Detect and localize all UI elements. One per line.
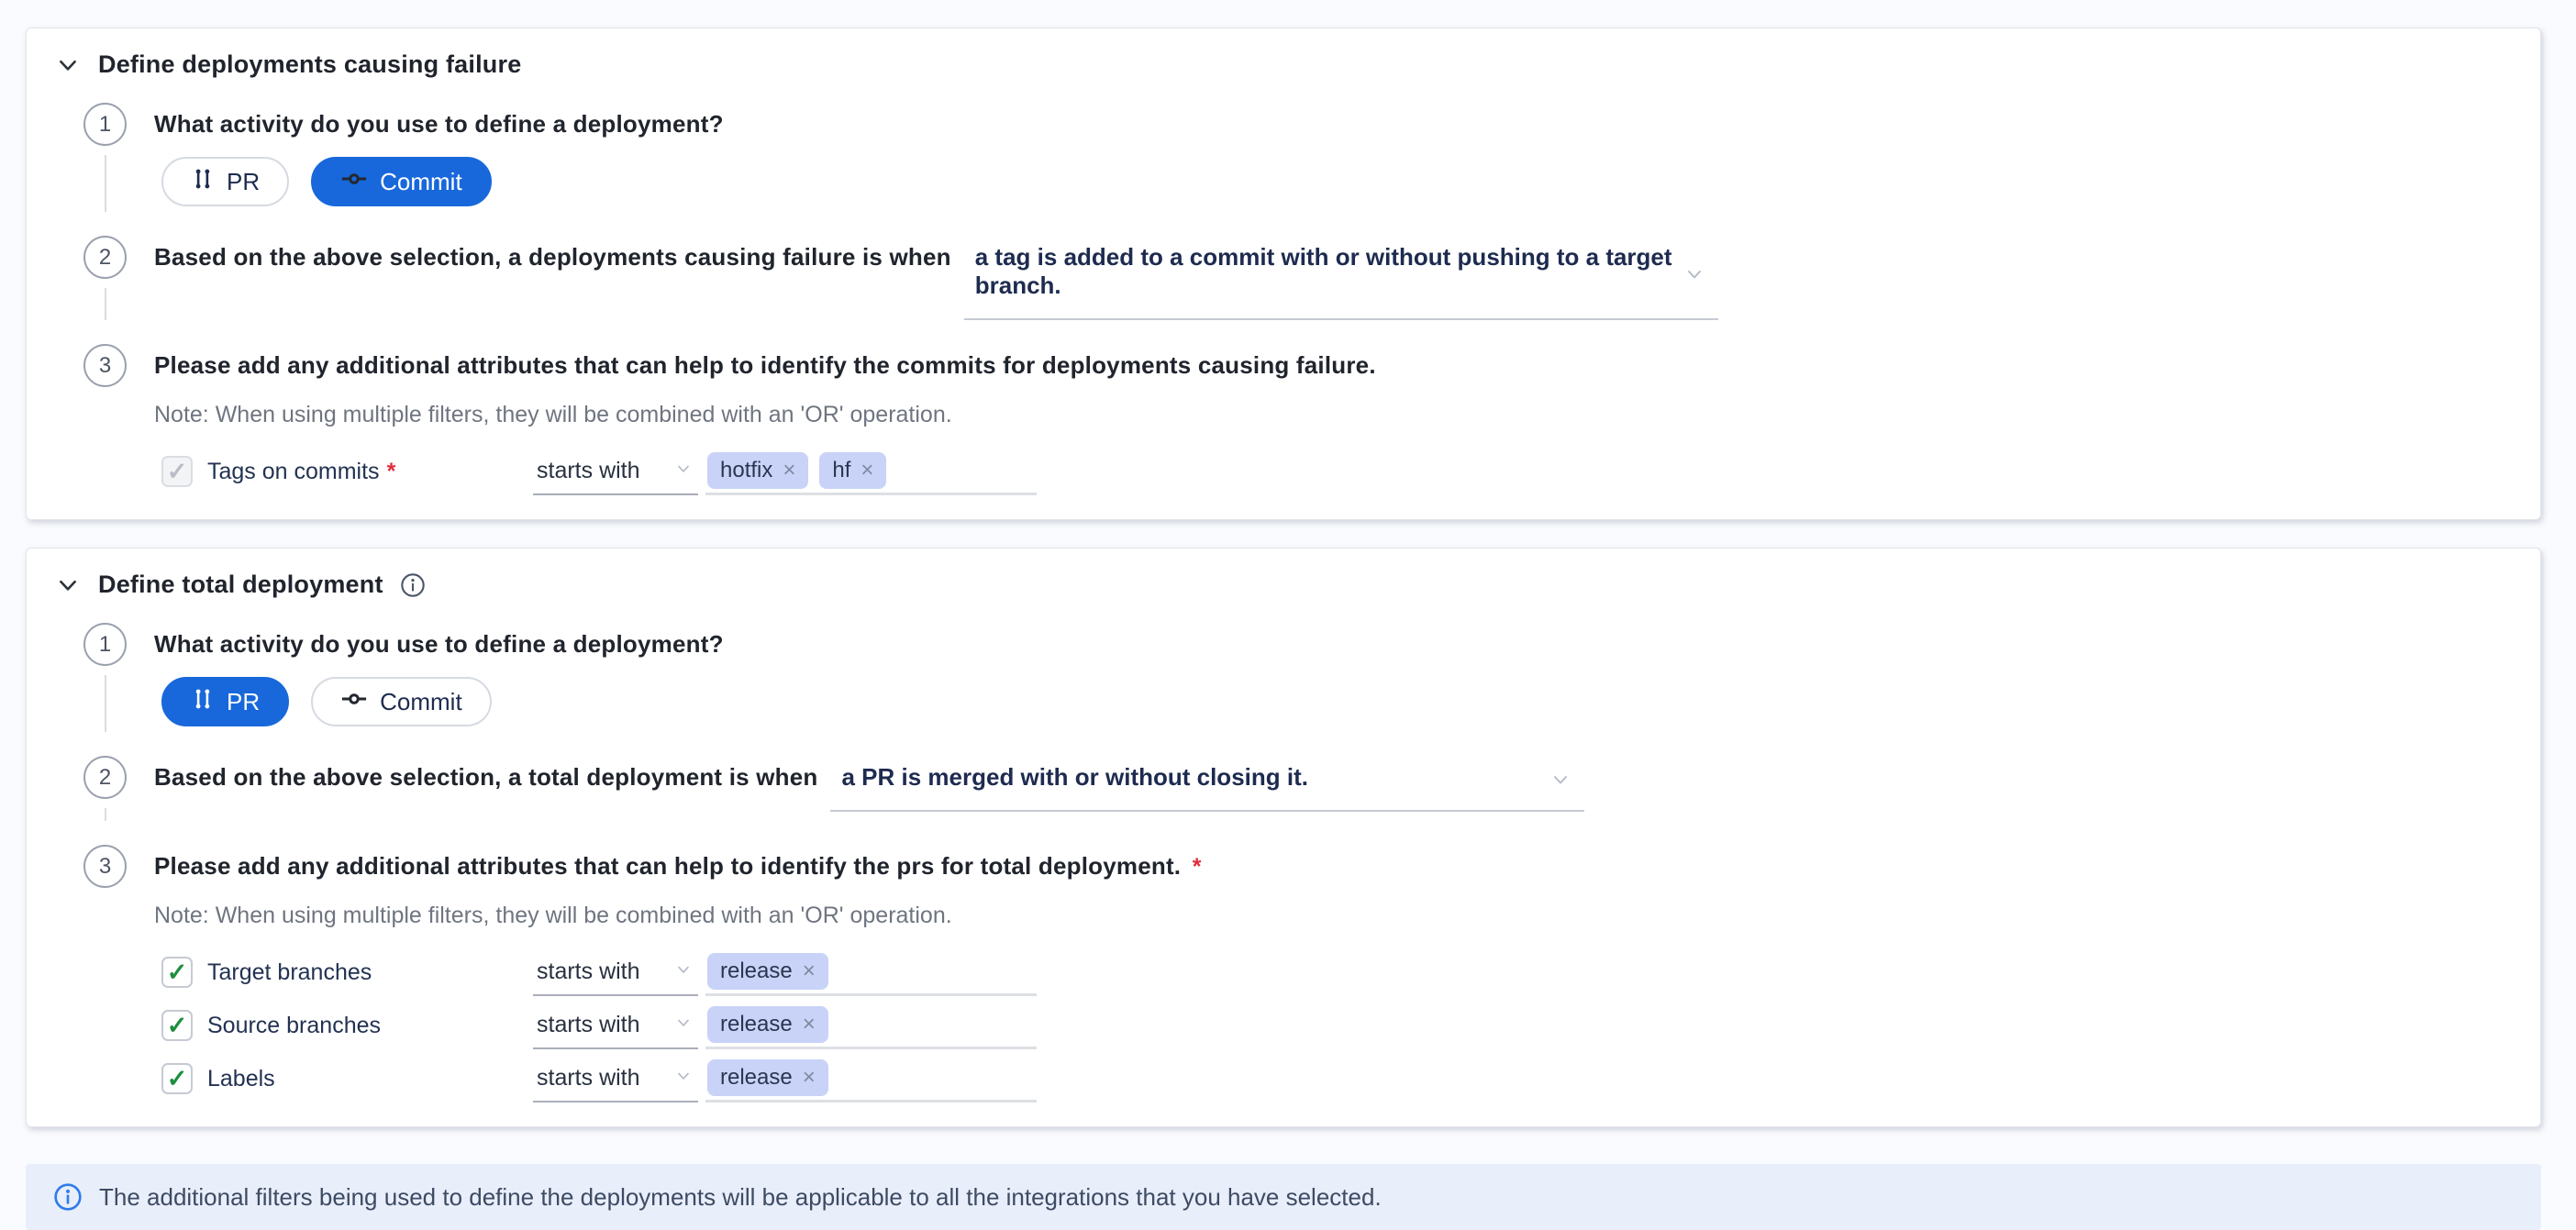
operator-select[interactable] — [533, 1002, 698, 1049]
filter-label: Labels — [207, 1065, 275, 1091]
panel-header — [54, 50, 2504, 79]
chips-input[interactable] — [705, 448, 1037, 495]
step-connector — [105, 675, 106, 732]
collapse-chevron-icon[interactable] — [54, 571, 82, 599]
pr-button[interactable] — [161, 157, 289, 206]
pr-button-label: PR — [227, 687, 261, 715]
step-title: Please add any additional attributes that can help to identify the prs for total deployment. — [154, 852, 1182, 880]
chevron-down-icon — [1549, 769, 1571, 797]
chip-release — [707, 953, 828, 990]
chip-hf — [819, 452, 886, 489]
pr-button[interactable] — [161, 677, 289, 726]
total-deployment-definition-select[interactable] — [830, 763, 1584, 812]
chip-release — [707, 1006, 828, 1043]
panel-header — [54, 571, 2504, 599]
chip-remove-icon[interactable]: × — [802, 958, 816, 983]
step-definition — [83, 756, 2504, 821]
failure-definition-select-value: a tag is added to a commit with or without pushing to a target branch. — [974, 243, 1672, 299]
chevron-down-icon — [674, 959, 693, 985]
info-icon — [53, 1182, 83, 1212]
chevron-down-icon — [674, 458, 693, 484]
operator-select[interactable] — [533, 1055, 698, 1103]
chip-label: release — [720, 1064, 793, 1090]
chip-label: release — [720, 958, 793, 983]
filter-label: Target branches — [207, 959, 372, 985]
total-deployment-definition-select-value: a PR is merged with or without closing it. — [841, 763, 1308, 791]
panel-total-deployment — [26, 548, 2541, 1127]
chevron-down-icon — [674, 1012, 693, 1038]
activity-buttons — [161, 677, 2504, 726]
chip-remove-icon[interactable]: × — [802, 1011, 816, 1036]
operator-select-value: starts with — [537, 1064, 640, 1091]
chip-hotfix — [707, 452, 808, 489]
checkmark-icon: ✓ — [166, 958, 188, 986]
step-number-badge: 1 — [83, 103, 127, 146]
checkmark-icon: ✓ — [166, 457, 188, 485]
step-title: What activity do you use to define a deployment? — [154, 630, 724, 658]
filters-note: Note: When using multiple filters, they will be combined with an 'OR' operation. — [154, 903, 952, 928]
collapse-chevron-icon[interactable] — [54, 51, 82, 79]
step-title: Based on the above selection, a deployments causing failure is when — [154, 243, 951, 271]
banner-text: The additional filters being used to define the deployments will be applicable to all the integrations that you have selected. — [99, 1182, 1382, 1211]
steps-list — [83, 623, 2504, 1103]
filter-label: Tags on commits — [207, 458, 380, 484]
chip-release — [707, 1059, 828, 1096]
step-filters — [83, 344, 2504, 495]
chips-input[interactable] — [705, 948, 1037, 996]
target-branches-checkbox[interactable] — [161, 957, 193, 988]
step-number-badge: 3 — [83, 845, 127, 888]
labels-checkbox[interactable] — [161, 1063, 193, 1094]
commit-button[interactable] — [311, 677, 492, 726]
step-connector — [105, 288, 106, 320]
step-title: What activity do you use to define a deployment? — [154, 110, 724, 138]
step-activity — [83, 103, 2504, 212]
chevron-down-icon — [1683, 263, 1705, 292]
operator-select[interactable] — [533, 948, 698, 996]
pr-button-label: PR — [227, 167, 261, 195]
panel-title: Define total deployment — [98, 571, 383, 598]
chips-input[interactable] — [705, 1002, 1037, 1049]
required-asterisk: * — [1192, 854, 1202, 880]
step-number-badge: 2 — [83, 236, 127, 279]
filter-row-source-branches — [154, 1002, 2504, 1049]
commit-icon — [340, 685, 368, 719]
filters-list — [154, 448, 2504, 495]
chip-remove-icon[interactable]: × — [802, 1064, 816, 1090]
operator-select-value: starts with — [537, 1011, 640, 1037]
chip-label: hf — [832, 457, 851, 482]
pull-request-icon — [191, 167, 215, 197]
commit-button-label: Commit — [380, 167, 462, 195]
commit-button-label: Commit — [380, 687, 462, 715]
checkmark-icon: ✓ — [166, 1011, 188, 1039]
chip-remove-icon[interactable]: × — [783, 457, 796, 482]
tags-on-commits-checkbox — [161, 456, 193, 487]
commit-button[interactable] — [311, 157, 492, 206]
filters-note: Note: When using multiple filters, they will be combined with an 'OR' operation. — [154, 402, 952, 427]
step-number-badge: 3 — [83, 344, 127, 387]
operator-select-value: starts with — [537, 958, 640, 984]
required-asterisk: * — [386, 458, 396, 484]
step-title: Based on the above selection, a total deployment is when — [154, 763, 818, 791]
panel-title: Define deployments causing failure — [98, 50, 522, 78]
source-branches-checkbox[interactable] — [161, 1010, 193, 1041]
filter-row-target-branches — [154, 948, 2504, 996]
step-title: Please add any additional attributes that can help to identify the commits for deployments causing failure. — [154, 351, 1376, 379]
activity-buttons — [161, 157, 2504, 206]
step-activity — [83, 623, 2504, 732]
info-icon[interactable] — [400, 572, 426, 598]
chip-label: hotfix — [720, 457, 773, 482]
chevron-down-icon — [674, 1065, 693, 1091]
steps-list — [83, 103, 2504, 495]
pull-request-icon — [191, 687, 215, 717]
filter-label: Source branches — [207, 1012, 382, 1038]
checkmark-icon: ✓ — [166, 1064, 188, 1092]
operator-select-value: starts with — [537, 457, 640, 483]
panel-deployments-causing-failure — [26, 28, 2541, 520]
step-definition — [83, 236, 2504, 320]
step-filters — [83, 845, 2504, 1103]
filter-row-labels — [154, 1055, 2504, 1103]
filters-list — [154, 948, 2504, 1103]
chip-label: release — [720, 1011, 793, 1036]
chips-input[interactable] — [705, 1055, 1037, 1103]
info-banner — [26, 1164, 2541, 1230]
operator-select[interactable] — [533, 448, 698, 495]
step-connector — [105, 155, 106, 212]
step-connector — [105, 808, 106, 821]
step-number-badge: 1 — [83, 623, 127, 666]
filter-row-tags-on-commits — [154, 448, 2504, 495]
chip-remove-icon[interactable]: × — [861, 457, 874, 482]
step-number-badge: 2 — [83, 756, 127, 799]
commit-icon — [340, 165, 368, 199]
failure-definition-select[interactable] — [964, 243, 1718, 320]
